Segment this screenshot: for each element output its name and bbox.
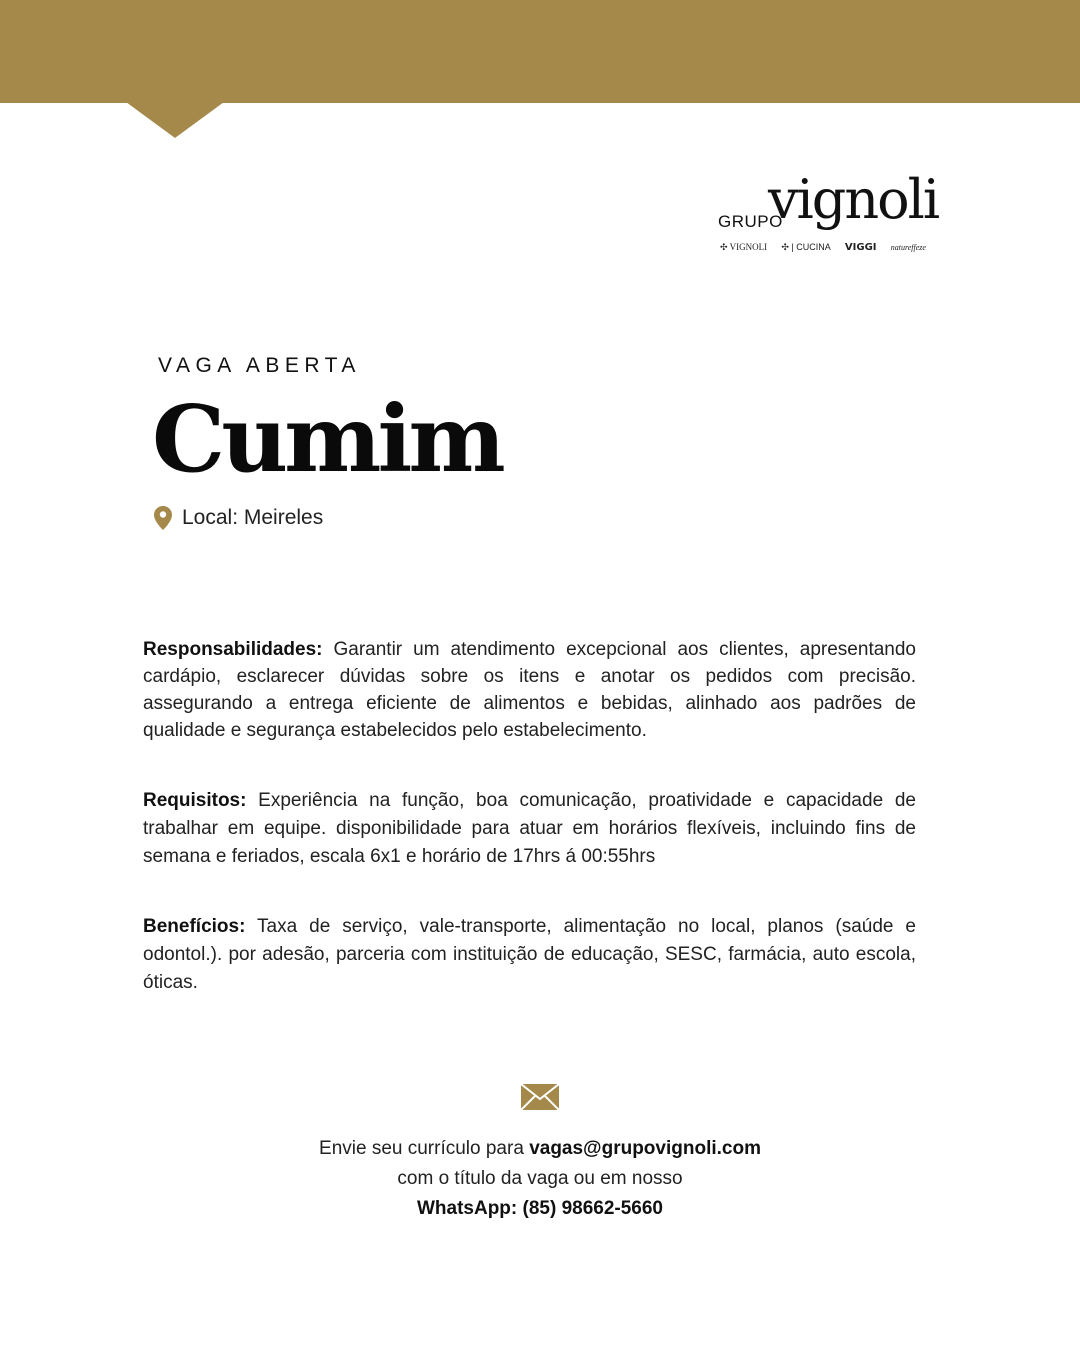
section-label: Requisitos: <box>143 790 247 811</box>
section-requisitos <box>143 787 916 871</box>
sub-brand-cucina: ✣ | CUCINA <box>781 242 831 252</box>
eyebrow-label: VAGA ABERTA <box>158 354 361 377</box>
contact-line-2: com o título da vaga ou em nosso <box>397 1168 683 1189</box>
contact-prefix: Envie seu currículo para <box>319 1138 524 1159</box>
contact-line-1 <box>0 1134 1080 1164</box>
top-banner <box>0 0 1080 103</box>
section-label: Responsabilidades: <box>143 639 323 660</box>
sub-brands <box>720 242 926 253</box>
job-location <box>154 506 323 530</box>
sub-brand-vignoli: ✣ VIGNOLI <box>720 242 768 252</box>
contact-whatsapp[interactable]: WhatsApp: (85) 98662-5660 <box>416 1198 664 1219</box>
sub-brand-viggi: VIGGI <box>844 242 877 253</box>
section-text: Garantir um atendimento excepcional aos clientes, apresentando cardápio, esclarecer dúvidas sobre os itens e anotar os pedidos com precisão. assegurando a entrega eficiente de alimentos e bebidas, alinhado aos padrões de qualidade e segurança estabelecidos pelo estabelecimento. <box>143 639 916 741</box>
location-text: Local: Meireles <box>182 506 324 529</box>
section-responsabilidades <box>143 636 916 744</box>
contact-email[interactable]: vagas@grupovignoli.com <box>529 1138 761 1159</box>
logo-prefix: GRUPO <box>718 212 783 231</box>
section-label: Benefícios: <box>143 916 246 937</box>
logo-name: vignoli <box>768 168 939 231</box>
job-title: Cumim <box>152 385 502 493</box>
banner-notch <box>126 102 224 138</box>
envelope-icon <box>521 1084 559 1110</box>
grupo-vignoli-logo <box>716 168 939 266</box>
section-text: Taxa de serviço, vale-transporte, alimentação no local, planos (saúde e odontol.). por adesão, parceria com instituição de educação, SESC, farmácia, auto escola, óticas. <box>143 916 916 993</box>
section-beneficios <box>143 913 916 997</box>
section-text: Experiência na função, boa comunicação, proatividade e capacidade de trabalhar em equipe. disponibilidade para atuar em horários flexíveis, incluindo fins de semana e feriados, escala 6x1 e horário de 17hrs á 00:55hrs <box>143 790 916 867</box>
map-pin-icon <box>154 506 172 530</box>
contact-block <box>0 1134 1080 1224</box>
sub-brand-natureffeze: natureffeze <box>890 243 926 252</box>
